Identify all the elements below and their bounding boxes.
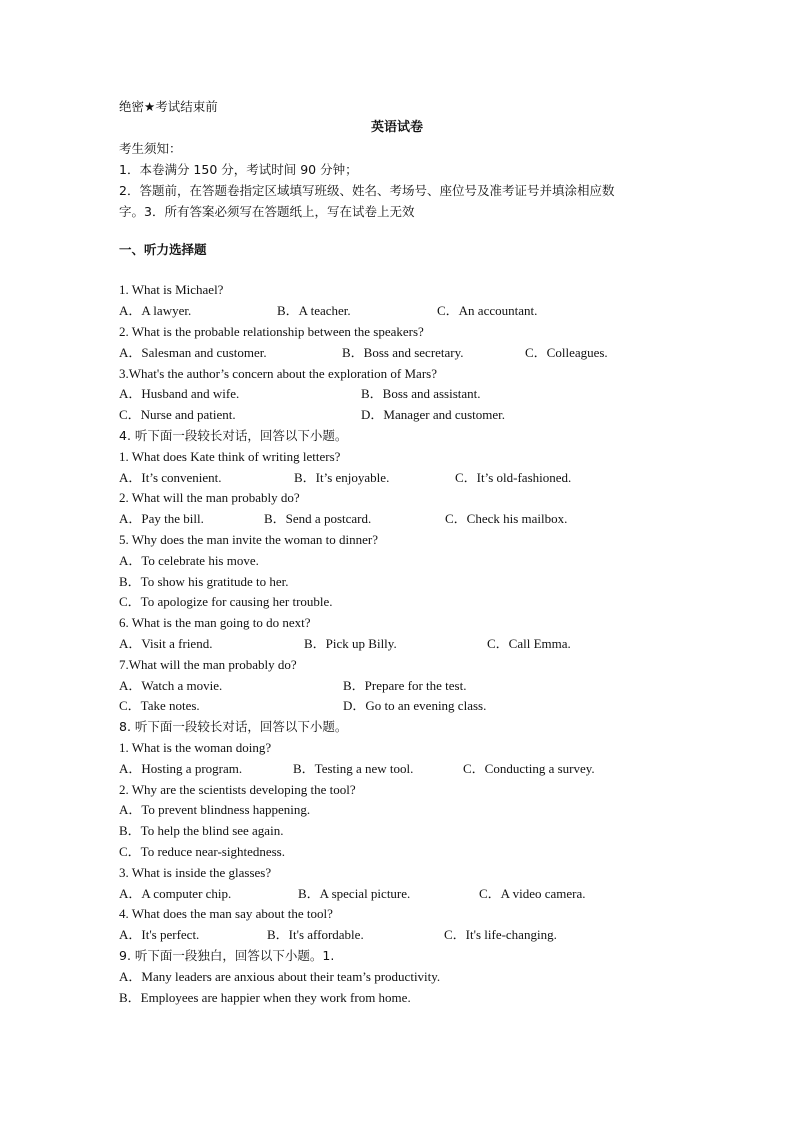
option-c: C．To apologize for causing her trouble. bbox=[119, 594, 333, 609]
option-a: A．Watch a movie. bbox=[119, 678, 223, 693]
question-stem: 2. What will the man probably do? bbox=[119, 490, 300, 505]
notice-heading: 考生须知： bbox=[119, 141, 182, 156]
option-c: C．It’s old-fashioned. bbox=[455, 470, 572, 485]
option-b: B．Prepare for the test. bbox=[343, 678, 467, 693]
notice-3: 字。3．所有答案必须写在答题纸上，写在试卷上无效 bbox=[119, 204, 415, 219]
option-c: C．It's life-changing. bbox=[444, 927, 557, 942]
option-a: A．Hosting a program. bbox=[119, 761, 243, 776]
option-b: B．Pick up Billy. bbox=[304, 636, 397, 651]
option-c: C．Check his mailbox. bbox=[445, 511, 568, 526]
option-c: C．Nurse and patient. bbox=[119, 407, 236, 422]
page-title: 英语试卷 bbox=[370, 120, 423, 135]
option-b: B．To show his gratitude to her. bbox=[119, 574, 289, 589]
option-d: D．Manager and customer. bbox=[361, 407, 506, 422]
option-b: B．Testing a new tool. bbox=[293, 761, 414, 776]
question-stem: 1. What does Kate think of writing letters? bbox=[119, 449, 341, 464]
option-a: A．Salesman and customer. bbox=[119, 345, 267, 360]
option-c: C．Colleagues. bbox=[525, 345, 608, 360]
option-a: A．Pay the bill. bbox=[119, 511, 204, 526]
option-a: A．To prevent blindness happening. bbox=[119, 802, 311, 817]
option-a: A．Visit a friend. bbox=[119, 636, 213, 651]
option-c: C．A video camera. bbox=[479, 886, 586, 901]
option-b: B．To help the blind see again. bbox=[119, 823, 284, 838]
option-b: B．Boss and assistant. bbox=[361, 386, 481, 401]
option-c: C．Take notes. bbox=[119, 698, 200, 713]
monologue-intro: 9. 听下面一段独白，回答以下小题。1. bbox=[119, 948, 335, 963]
option-b: B．Send a postcard. bbox=[264, 511, 372, 526]
question-stem: 5. Why does the man invite the woman to dinner? bbox=[119, 532, 378, 547]
option-d: D．Go to an evening class. bbox=[343, 698, 487, 713]
notice-1: 1．本卷满分 150 分，考试时间 90 分钟； bbox=[119, 162, 358, 177]
option-a: A．It's perfect. bbox=[119, 927, 200, 942]
dialogue-intro: 4. 听下面一段较长对话，回答以下小题。 bbox=[119, 428, 348, 443]
option-c: C．Call Emma. bbox=[487, 636, 571, 651]
option-b: B．Boss and secretary. bbox=[342, 345, 464, 360]
option-a: A．It’s convenient. bbox=[119, 470, 222, 485]
question-stem: 3.What's the author’s concern about the exploration of Mars? bbox=[119, 366, 437, 381]
option-a: A．A computer chip. bbox=[119, 886, 232, 901]
option-b: B．A teacher. bbox=[277, 303, 351, 318]
option-a: A．Many leaders are anxious about their team’s productivity. bbox=[119, 969, 441, 984]
option-c: C．An accountant. bbox=[437, 303, 538, 318]
dialogue-intro: 8. 听下面一段较长对话，回答以下小题。 bbox=[119, 719, 348, 734]
option-b: B．Employees are happier when they work from home. bbox=[119, 990, 411, 1005]
option-b: B．It's affordable. bbox=[267, 927, 364, 942]
option-c: C．To reduce near-sightedness. bbox=[119, 844, 285, 859]
option-a: A．A lawyer. bbox=[119, 303, 192, 318]
question-stem: 3. What is inside the glasses? bbox=[119, 865, 272, 880]
confidential-mark: 绝密★考试结束前 bbox=[119, 99, 218, 114]
question-stem: 6. What is the man going to do next? bbox=[119, 615, 311, 630]
option-a: A．To celebrate his move. bbox=[119, 553, 259, 568]
section-heading: 一、听力选择题 bbox=[119, 242, 207, 257]
option-b: B．It’s enjoyable. bbox=[294, 470, 390, 485]
question-stem: 1. What is the woman doing? bbox=[119, 740, 272, 755]
option-a: A．Husband and wife. bbox=[119, 386, 240, 401]
question-stem: 2. What is the probable relationship between the speakers? bbox=[119, 324, 424, 339]
question-stem: 2. Why are the scientists developing the tool? bbox=[119, 782, 356, 797]
notice-2: 2．答题前，在答题卷指定区域填写班级、姓名、考场号、座位号及准考证号并填涂相应数 bbox=[119, 183, 615, 198]
option-b: B．A special picture. bbox=[298, 886, 411, 901]
question-stem: 4. What does the man say about the tool? bbox=[119, 906, 333, 921]
question-stem: 7.What will the man probably do? bbox=[119, 657, 297, 672]
question-stem: 1. What is Michael? bbox=[119, 282, 224, 297]
option-c: C．Conducting a survey. bbox=[463, 761, 595, 776]
